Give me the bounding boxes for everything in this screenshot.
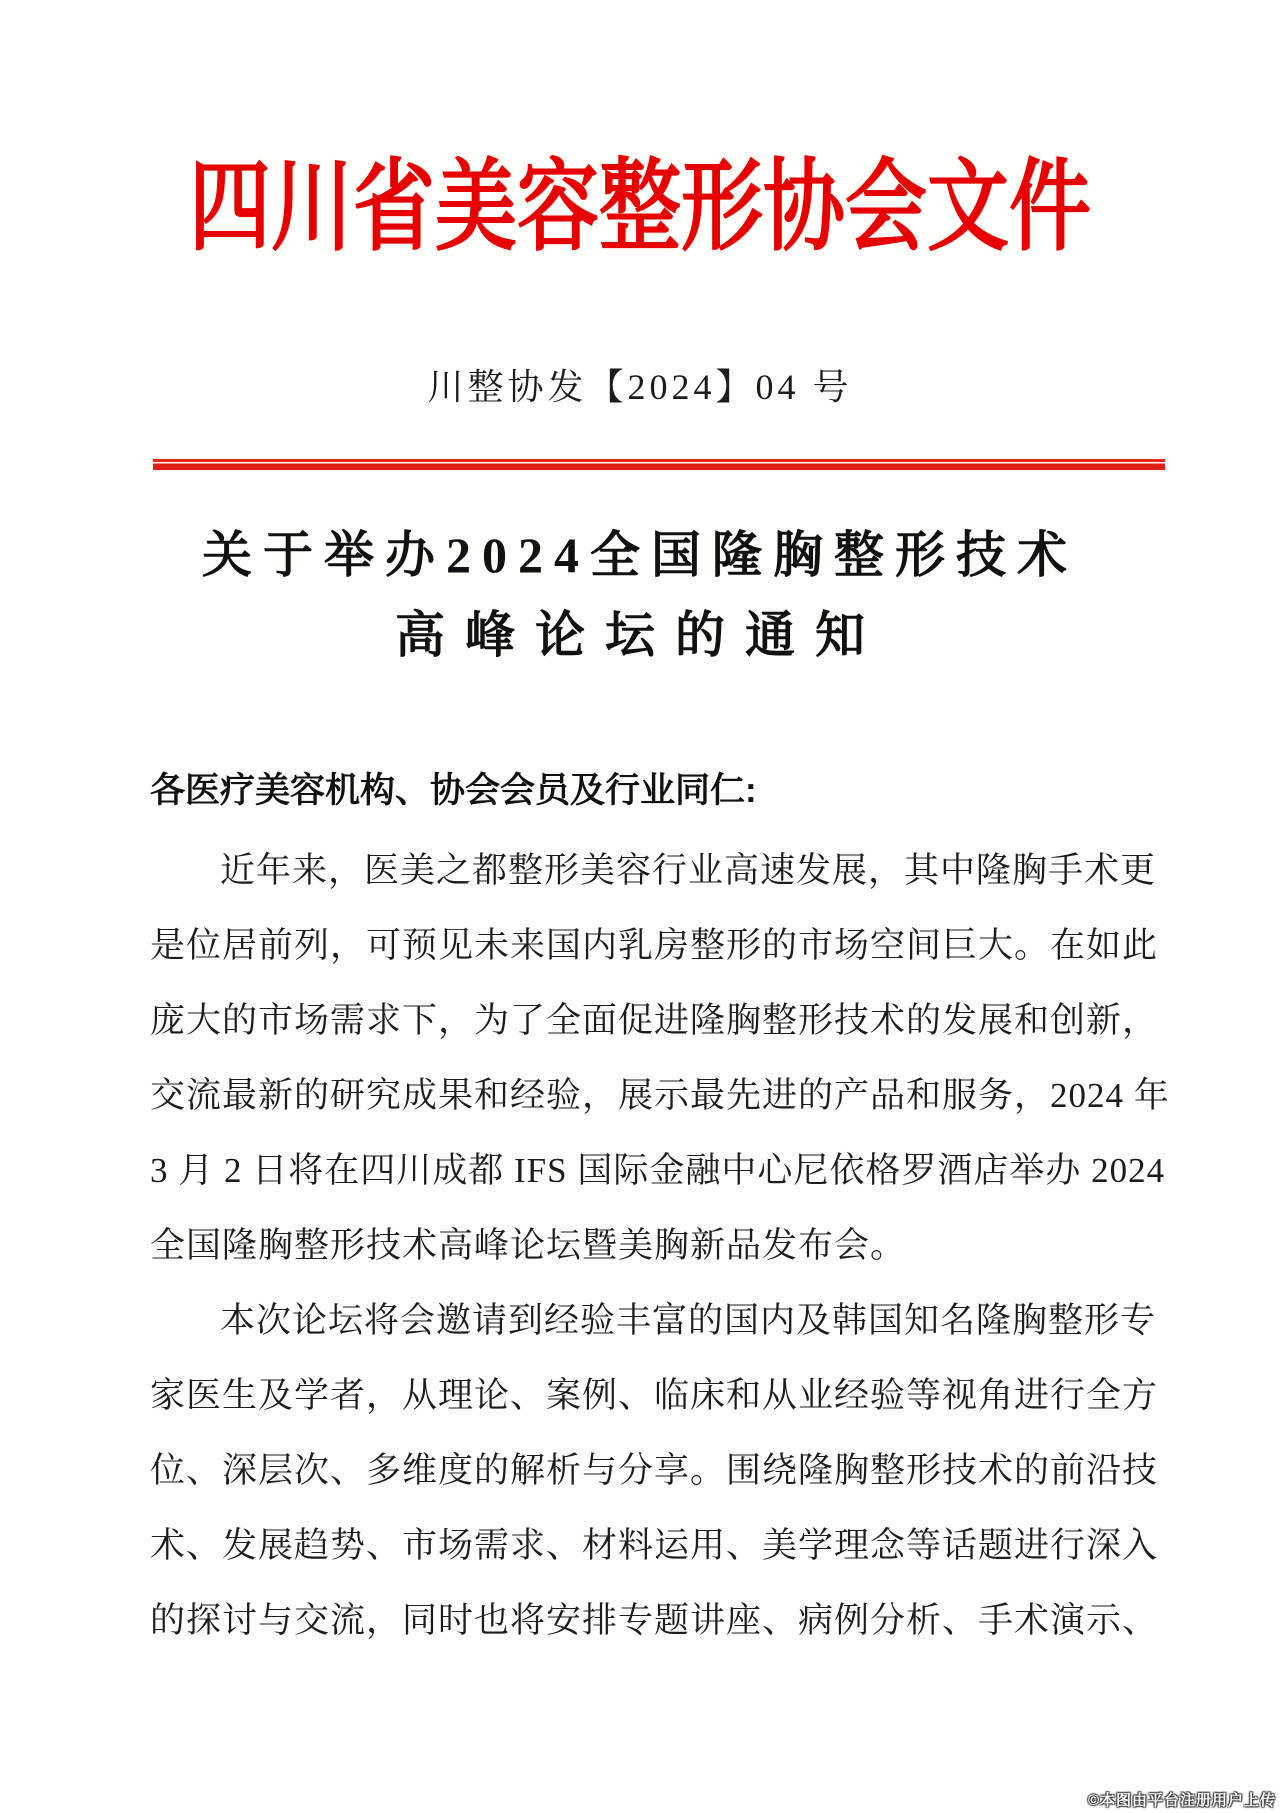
notice-title-line-2: 高峰论坛的通知: [395, 607, 885, 663]
body-line: 3 月 2 日将在四川成都 IFS 国际金融中心尼依格罗酒店举办 2024: [150, 1151, 1166, 1190]
body-line: 近年来，医美之都整形美容行业高速发展，其中隆胸手术更: [220, 851, 1157, 890]
body-line: 庞大的市场需求下，为了全面促进隆胸整形技术的发展和创新，: [150, 1001, 1159, 1040]
upload-watermark: ©本图由平台注册用户上传: [1087, 1792, 1276, 1809]
doc-number: 川整协发【2024】04 号: [427, 367, 853, 407]
body-line: 家医生及学者，从理论、案例、临床和从业经验等视角进行全方: [150, 1376, 1159, 1415]
body-line: 全国隆胸整形技术高峰论坛暨美胸新品发布会。: [150, 1226, 907, 1265]
salutation: 各医疗美容机构、协会会员及行业同仁:: [150, 771, 757, 810]
official-document-page: [0, 150, 1280, 1813]
body-line: 是位居前列，可预见未来国内乳房整形的市场空间巨大。在如此: [150, 926, 1159, 965]
notice-title-line-1: 关于举办2024全国隆胸整形技术: [202, 527, 1078, 583]
body-line: 的探讨与交流，同时也将安排专题讲座、病例分析、手术演示、: [150, 1601, 1159, 1640]
notice-title: [0, 515, 1280, 675]
body-line: 术、发展趋势、市场需求、材料运用、美学理念等话题进行深入: [150, 1526, 1159, 1565]
red-divider-rule: [153, 459, 1165, 470]
body-line: 位、深层次、多维度的解析与分享。围绕隆胸整形技术的前沿技: [150, 1451, 1159, 1490]
body-paragraphs: [150, 833, 1170, 1658]
org-title: 四川省美容整形协会文件: [189, 152, 1092, 263]
body-line: 交流最新的研究成果和经验，展示最先进的产品和服务，2024 年: [150, 1076, 1170, 1115]
body-line: 本次论坛将会邀请到经验丰富的国内及韩国知名隆胸整形专: [220, 1301, 1157, 1340]
